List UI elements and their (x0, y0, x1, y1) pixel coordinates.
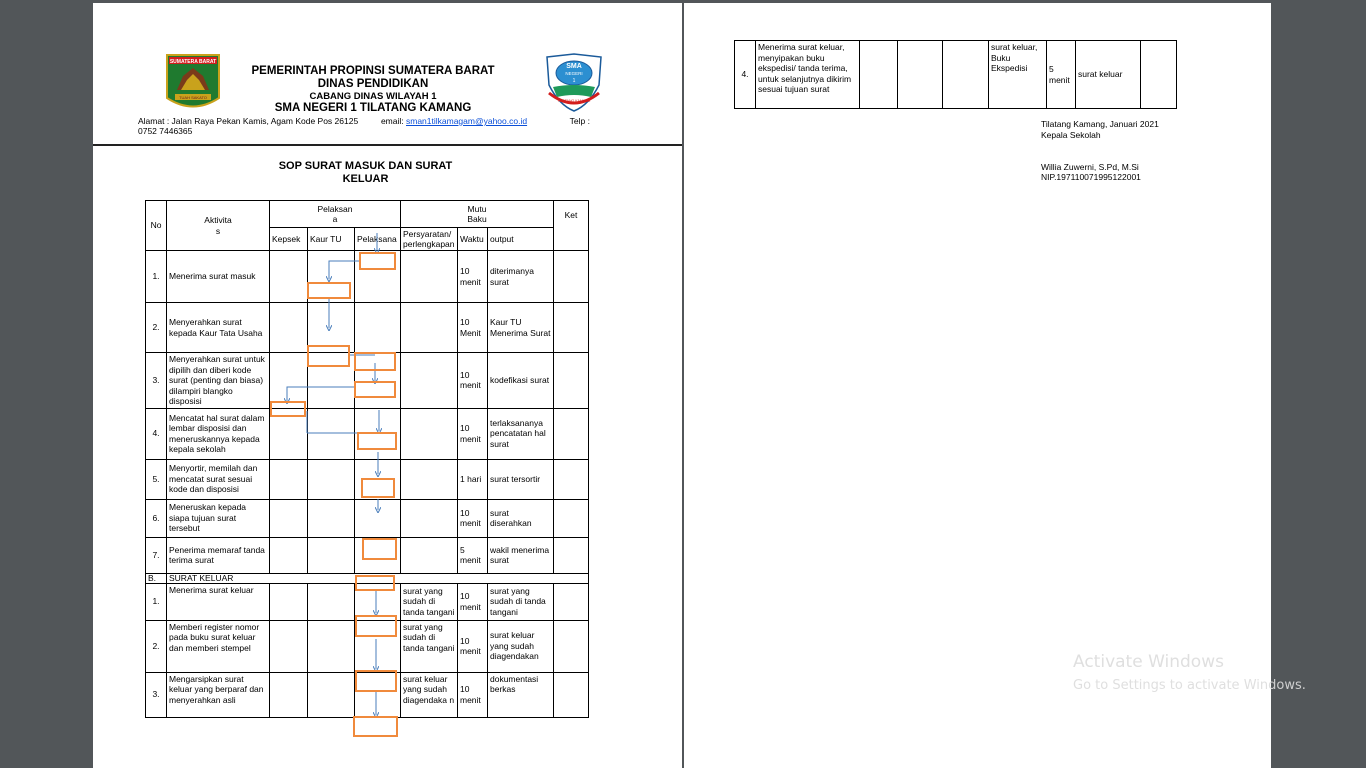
row-no: 2. (146, 620, 167, 672)
row-no: 1. (146, 583, 167, 620)
row-output: surat keluar (1076, 41, 1141, 109)
row-no: 2. (146, 303, 167, 353)
header-output: output (488, 228, 554, 251)
phone-number: 0752 7446365 (138, 126, 193, 136)
svg-text:NEGERI: NEGERI (565, 71, 583, 76)
email-label: email: (380, 116, 404, 126)
row-waktu: 10 menit (458, 353, 488, 409)
table-row (146, 499, 589, 537)
row-aktivitas: Menyortir, memilah dan mencatat surat sesuai kode dan disposisi (167, 459, 270, 499)
table-row (146, 408, 589, 459)
row-aktivitas: Menerima surat masuk (167, 251, 270, 303)
section-no: B. (146, 573, 167, 583)
signature-place-date: Tilatang Kamang, Januari 2021 (1041, 119, 1159, 129)
row-no: 3. (146, 353, 167, 409)
row-persyaratan (401, 353, 458, 409)
sop-title-line2: KELUAR (342, 173, 389, 185)
row-persyaratan (401, 537, 458, 573)
signature-role: Kepala Sekolah (1041, 130, 1101, 140)
row-output: wakil menerima surat (488, 537, 554, 573)
email-link[interactable]: sman1tilkamagam@yahoo.co.id (406, 116, 528, 126)
address-line (138, 116, 590, 126)
table-row (146, 303, 589, 353)
sop-table (145, 200, 589, 718)
row-aktivitas: Penerima memaraf tanda terima surat (167, 537, 270, 573)
row-no: 1. (146, 251, 167, 303)
section-row-surat-keluar (146, 573, 589, 583)
row-waktu: 10 menit (458, 620, 488, 672)
phone-label: Telp : (569, 116, 590, 126)
department-name: DINAS PENDIDIKAN (317, 78, 429, 90)
row-persyaratan (401, 499, 458, 537)
row-aktivitas: Mencatat hal surat dalam lembar disposisi dan meneruskannya kepada kepala sekolah (167, 408, 270, 459)
table-row (146, 353, 589, 409)
row-output: surat tersortir (488, 459, 554, 499)
row-waktu: 5 menit (1047, 41, 1076, 109)
row-output: dokumentasi berkas (488, 672, 554, 717)
svg-text:1: 1 (572, 78, 576, 84)
row-waktu: 10 Menit (458, 303, 488, 353)
row-waktu: 10 menit (458, 672, 488, 717)
svg-text:TUAH SAKATO: TUAH SAKATO (179, 95, 207, 100)
document-page-1 (93, 3, 682, 768)
row-output: kodefikasi surat (488, 353, 554, 409)
table-row (146, 620, 589, 672)
row-persyaratan: surat keluar yang sudah diagendaka n (401, 672, 458, 717)
row-output: Kaur TU Menerima Surat (488, 303, 554, 353)
header-mutu-baku: Mutu Baku (401, 201, 554, 228)
signature-nip: NIP.197110071995122001 (1041, 172, 1141, 182)
row-persyaratan (401, 251, 458, 303)
table-row (146, 459, 589, 499)
header-no: No (146, 201, 167, 251)
row-persyaratan: surat yang sudah di tanda tangani (401, 583, 458, 620)
watermark-subtitle: Go to Settings to activate Windows. (1073, 678, 1306, 693)
row-waktu: 10 menit (458, 583, 488, 620)
row-waktu: 1 hari (458, 459, 488, 499)
svg-text:SUMATERA BARAT: SUMATERA BARAT (169, 59, 217, 65)
signature-name: Willia Zuwerni, S.Pd, M.Si (1041, 162, 1139, 172)
header-divider (93, 144, 682, 146)
row-aktivitas: Menyerahkan surat untuk dipilih dan diberi kode surat (penting dan biasa) dilampiri blangko disposisi (167, 353, 270, 409)
row-persyaratan (401, 459, 458, 499)
svg-text:SMA: SMA (566, 63, 582, 70)
row-persyaratan: surat yang sudah di tanda tangani (401, 620, 458, 672)
row-no: 4. (146, 408, 167, 459)
header-aktivitas: Aktivita s (167, 201, 270, 251)
header-waktu: Waktu (458, 228, 488, 251)
row-aktivitas: Menyerahkan surat kepada Kaur Tata Usaha (167, 303, 270, 353)
row-output: terlaksananya pencatatan hal surat (488, 408, 554, 459)
row-waktu: 10 menit (458, 499, 488, 537)
row-output: surat keluar yang sudah diagendakan (488, 620, 554, 672)
row-waktu: 10 menit (458, 408, 488, 459)
header-kaur-tu: Kaur TU (308, 228, 355, 251)
row-persyaratan (401, 303, 458, 353)
sumatera-barat-logo (165, 54, 221, 115)
branch-name: CABANG DINAS WILAYAH 1 (309, 91, 437, 102)
activate-windows-watermark (1073, 652, 1306, 693)
row-output: surat diserahkan (488, 499, 554, 537)
table-row (146, 537, 589, 573)
table-header-row (146, 201, 589, 228)
header-pelaksana: Pelaksan a (270, 201, 401, 228)
row-output: surat yang sudah di tanda tangani (488, 583, 554, 620)
watermark-title: Activate Windows (1073, 652, 1224, 672)
row-aktivitas: Memberi register nomor pada buku surat keluar dan memberi stempel (167, 620, 270, 672)
sop-table-continued (734, 40, 1177, 109)
row-waktu: 10 menit (458, 251, 488, 303)
row-aktivitas: Menerima surat keluar, menyipakan buku ekspedisi/ tanda terima, untuk selanjutnya dikirim sesuai tujuan surat (756, 41, 860, 109)
row-no: 7. (146, 537, 167, 573)
row-aktivitas: Menerima surat keluar (167, 583, 270, 620)
row-aktivitas: Meneruskan kepada siapa tujuan surat tersebut (167, 499, 270, 537)
row-waktu: 5 menit (458, 537, 488, 573)
government-name: PEMERINTAH PROPINSI SUMATERA BARAT (251, 65, 495, 77)
header-persyaratan: Persyaratan/ perlengkapan (401, 228, 458, 251)
table-row (146, 672, 589, 717)
table-row (735, 41, 1177, 109)
row-no: 3. (146, 672, 167, 717)
sop-title-line1: SOP SURAT MASUK DAN SURAT (278, 160, 453, 172)
table-row (146, 251, 589, 303)
row-no: 6. (146, 499, 167, 537)
row-output: diterimanya surat (488, 251, 554, 303)
header-kepsek: Kepsek (270, 228, 308, 251)
row-persyaratan (401, 408, 458, 459)
row-aktivitas: Mengarsipkan surat keluar yang berparaf dan menyerahkan asli (167, 672, 270, 717)
section-label: SURAT KELUAR (167, 573, 589, 583)
svg-text:TILATANG KAMANG: TILATANG KAMANG (557, 99, 591, 103)
address-text: Alamat : Jalan Raya Pekan Kamis, Agam Kode Pos 26125 (138, 116, 359, 126)
row-no: 4. (735, 41, 756, 109)
row-persyaratan: surat keluar, Buku Ekspedisi (989, 41, 1047, 109)
table-row (146, 583, 589, 620)
school-name: SMA NEGERI 1 TILATANG KAMANG (274, 102, 472, 114)
header-pelaksana-col: Pelaksana (355, 228, 401, 251)
row-no: 5. (146, 459, 167, 499)
school-logo (543, 53, 605, 117)
header-ket: Ket (554, 201, 589, 251)
